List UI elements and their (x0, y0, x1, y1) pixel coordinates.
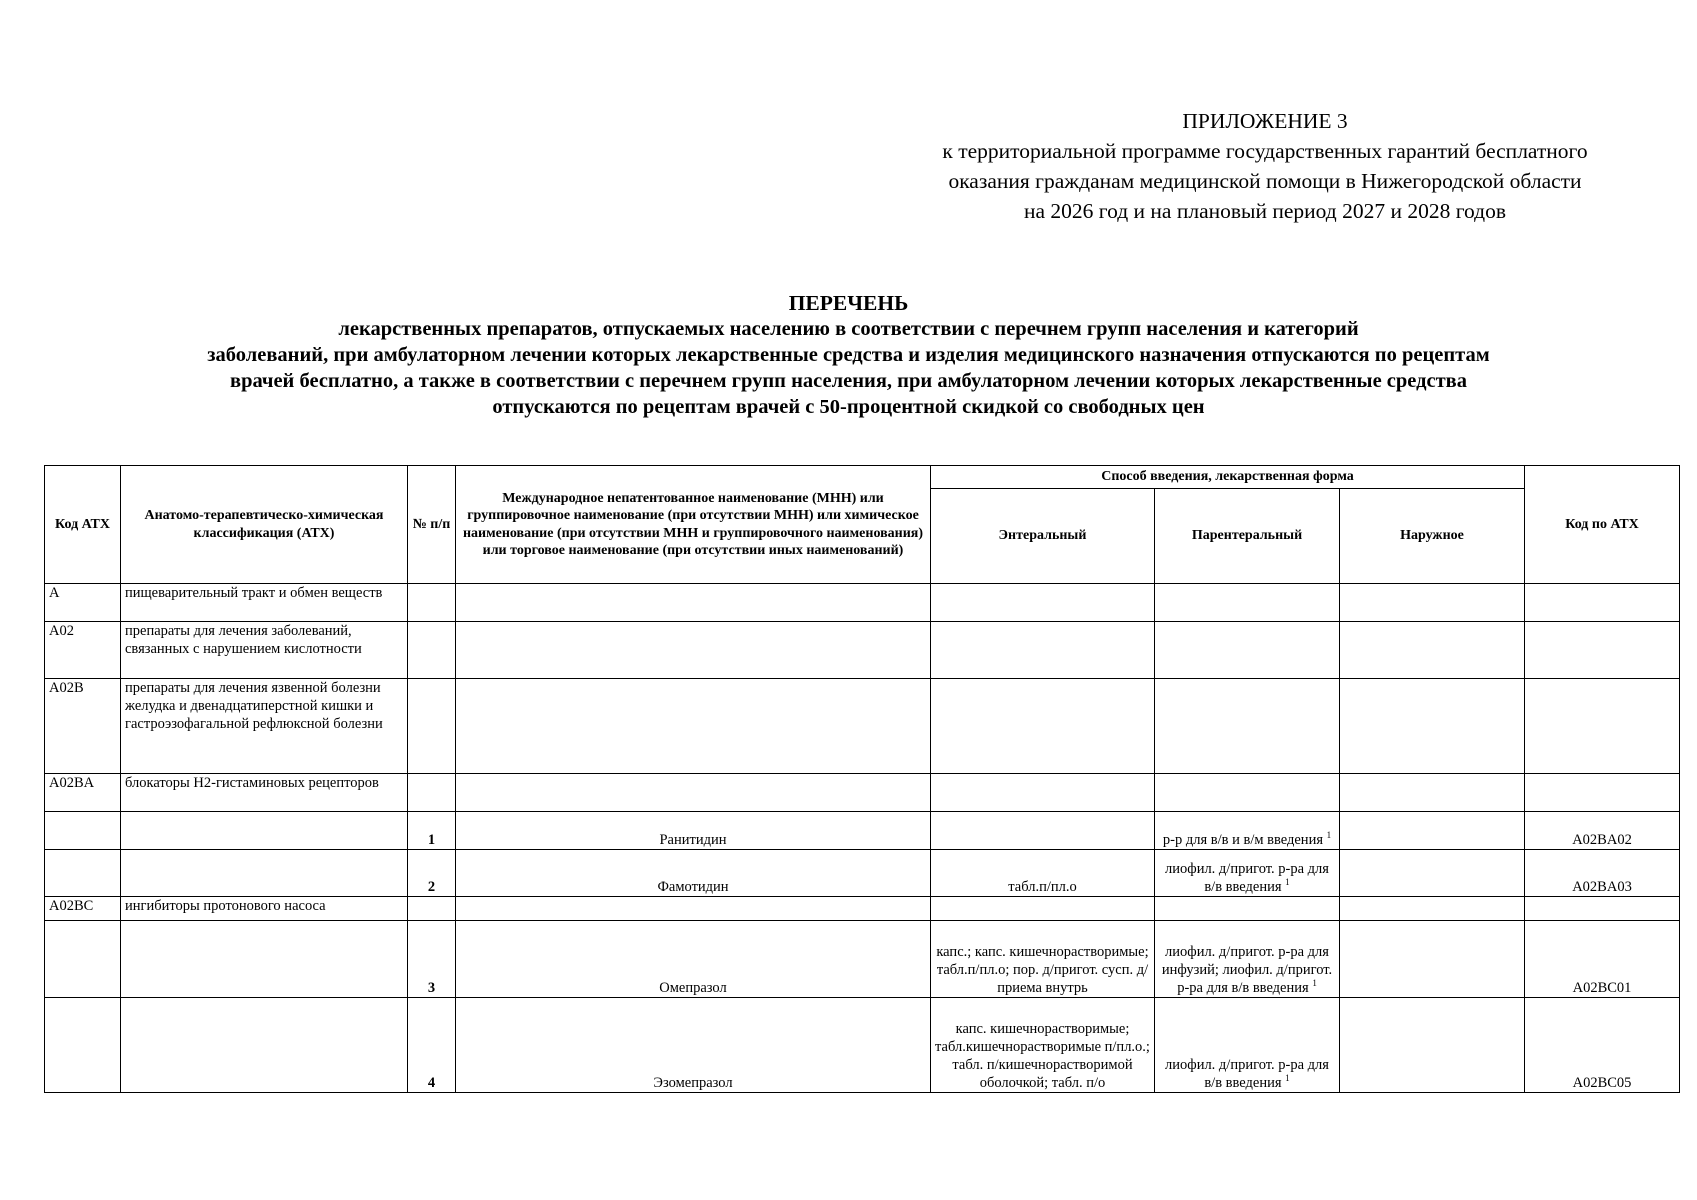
appendix-number: ПРИЛОЖЕНИЕ 3 (1182, 109, 1348, 133)
footnote-mark: 1 (1326, 830, 1332, 841)
cell-parenteral (1155, 850, 1340, 897)
header-route-group: Способ введения, лекарственная форма (931, 466, 1525, 489)
table-row (45, 584, 1680, 622)
cell-classification (121, 998, 408, 1093)
cell-name (456, 584, 931, 622)
title-main: ПЕРЕЧЕНЬ (788, 291, 909, 315)
cell-code (45, 812, 121, 850)
cell-code (45, 774, 121, 812)
cell-atc-code (1525, 812, 1680, 850)
cell-parenteral-text: лиофил. д/пригот. р-ра для инфузий; лиофил. д/пригот. р-ра для в/в введения (1161, 944, 1333, 996)
cell-classification (121, 622, 408, 679)
cell-name (456, 998, 931, 1093)
header-enteral: Энтеральный (931, 489, 1155, 584)
cell-name (456, 622, 931, 679)
cell-code (45, 998, 121, 1093)
cell-number-text: 4 (427, 1075, 436, 1091)
cell-parenteral-text: лиофил. д/пригот. р-ра для в/в введения (1165, 1057, 1329, 1091)
cell-name (456, 850, 931, 897)
cell-external (1340, 897, 1525, 921)
cell-name-text: Омепразол (659, 980, 727, 996)
header-classification: Анатомо-терапевтическо-химическая классификация (АТХ) (121, 466, 408, 584)
cell-number (408, 850, 456, 897)
cell-enteral (931, 622, 1155, 679)
table-row (45, 897, 1680, 921)
cell-name-text: Эзомепразол (653, 1075, 733, 1091)
cell-code (45, 897, 121, 921)
cell-number (408, 998, 456, 1093)
table-row (45, 921, 1680, 998)
cell-atc-code (1525, 850, 1680, 897)
cell-code (45, 921, 121, 998)
cell-atc-code (1525, 622, 1680, 679)
title-line-2: заболеваний, при амбулаторном лечении которых лекарственные средства и изделия медицинского назначения отпускаются по рецептам (207, 344, 1490, 366)
cell-code-text: A02B (49, 680, 84, 696)
cell-external (1340, 679, 1525, 774)
cell-number-text: 3 (427, 980, 436, 996)
table-row (45, 679, 1680, 774)
cell-classification (121, 921, 408, 998)
cell-enteral (931, 998, 1155, 1093)
drug-list-table (44, 465, 1680, 1093)
appendix-line-3: на 2026 год и на плановый период 2027 и 2028 годов (1024, 199, 1506, 223)
cell-enteral (931, 584, 1155, 622)
cell-external (1340, 850, 1525, 897)
appendix-line-1: к территориальной программе государственных гарантий бесплатного (942, 139, 1588, 163)
cell-atc-code-text: A02BC05 (1572, 1075, 1632, 1091)
cell-number (408, 679, 456, 774)
title-line-1: лекарственных препаратов, отпускаемых населению в соответствии с перечнем групп населения и категорий (338, 318, 1359, 340)
table-row (45, 774, 1680, 812)
table-row (45, 850, 1680, 897)
header-external: Наружное (1340, 489, 1525, 584)
title-line-4: отпускаются по рецептам врачей с 50-процентной скидкой со свободных цен (492, 396, 1205, 418)
cell-enteral-text: капс.; капс. кишечнорастворимые; табл.п/пл.о; пор. д/пригот. сусп. д/приема внутрь (936, 944, 1149, 996)
cell-number (408, 774, 456, 812)
cell-classification (121, 812, 408, 850)
cell-atc-code (1525, 998, 1680, 1093)
appendix-header (905, 106, 1625, 226)
cell-classification (121, 897, 408, 921)
cell-external (1340, 584, 1525, 622)
appendix-line-2: оказания гражданам медицинской помощи в Нижегородской области (948, 169, 1582, 193)
cell-enteral (931, 921, 1155, 998)
cell-parenteral (1155, 679, 1340, 774)
cell-atc-code-text: A02BA03 (1572, 879, 1632, 895)
header-atc-code: Код по АТХ (1525, 466, 1680, 584)
table-row (45, 812, 1680, 850)
cell-name (456, 812, 931, 850)
cell-classification (121, 679, 408, 774)
footnote-mark: 1 (1285, 877, 1290, 888)
cell-enteral-text: капс. кишечнорастворимые; табл.кишечнорастворимые п/пл.о.; табл. п/кишечнорастворимой оболочкой; табл. п/о (935, 1021, 1150, 1091)
cell-code-text: A (49, 585, 60, 601)
cell-classification-text: блокаторы H2-гистаминовых рецепторов (125, 775, 379, 791)
cell-name-text: Фамотидин (657, 879, 729, 895)
cell-number (408, 812, 456, 850)
cell-name (456, 774, 931, 812)
cell-enteral (931, 850, 1155, 897)
cell-atc-code-text: A02BA02 (1572, 832, 1632, 848)
cell-name (456, 897, 931, 921)
cell-code-text: A02 (49, 623, 74, 639)
cell-external (1340, 998, 1525, 1093)
cell-number-text: 1 (427, 832, 436, 848)
cell-parenteral-text: лиофил. д/пригот. р-ра для в/в введения (1165, 861, 1329, 895)
document-title (100, 290, 1597, 420)
cell-classification-text: препараты для лечения язвенной болезни желудка и двенадцатиперстной кишки и гастроэзофагальной рефлюксной болезни (125, 680, 383, 732)
cell-name (456, 921, 931, 998)
cell-enteral (931, 774, 1155, 812)
cell-classification (121, 774, 408, 812)
cell-external (1340, 812, 1525, 850)
table-row (45, 622, 1680, 679)
footnote-mark: 1 (1285, 1073, 1290, 1084)
cell-classification-text: пищеварительный тракт и обмен веществ (125, 585, 383, 601)
header-name: Международное непатентованное наименование (МНН) или группировочное наименование (при отсутствии МНН) или химическое наименование (при отсутствии МНН и группировочного наименования) или торговое наименование (при отсутствии иных наименований) (456, 466, 931, 584)
header-code: Код АТХ (45, 466, 121, 584)
cell-classification (121, 850, 408, 897)
cell-code-text: A02BA (49, 775, 95, 791)
cell-parenteral (1155, 921, 1340, 998)
cell-parenteral-text: р-р для в/в и в/м введения (1162, 832, 1323, 848)
cell-external (1340, 622, 1525, 679)
header-number: № п/п (408, 466, 456, 584)
cell-parenteral (1155, 584, 1340, 622)
cell-number (408, 622, 456, 679)
cell-number (408, 584, 456, 622)
title-line-3: врачей бесплатно, а также в соответствии с перечнем групп населения, при амбулаторном лечении которых лекарственные средства (230, 370, 1467, 392)
cell-external (1340, 774, 1525, 812)
cell-enteral-text: табл.п/пл.о (1008, 879, 1077, 895)
cell-classification (121, 584, 408, 622)
cell-parenteral (1155, 998, 1340, 1093)
footnote-mark: 1 (1312, 978, 1317, 989)
cell-number (408, 897, 456, 921)
cell-classification-text: препараты для лечения заболеваний, связанных с нарушением кислотности (125, 623, 362, 657)
cell-parenteral (1155, 622, 1340, 679)
cell-code (45, 850, 121, 897)
cell-number (408, 921, 456, 998)
cell-code-text: A02BC (49, 898, 94, 914)
cell-atc-code (1525, 774, 1680, 812)
cell-atc-code (1525, 921, 1680, 998)
cell-atc-code (1525, 584, 1680, 622)
cell-enteral (931, 812, 1155, 850)
cell-enteral (931, 897, 1155, 921)
cell-number-text: 2 (427, 879, 436, 895)
cell-code (45, 622, 121, 679)
table-body (45, 584, 1680, 1093)
cell-parenteral (1155, 897, 1340, 921)
cell-atc-code (1525, 897, 1680, 921)
cell-code (45, 679, 121, 774)
cell-external (1340, 921, 1525, 998)
header-parenteral: Парентеральный (1155, 489, 1340, 584)
table-row (45, 998, 1680, 1093)
cell-classification-text: ингибиторы протонового насоса (125, 898, 326, 914)
cell-name-text: Ранитидин (659, 832, 727, 848)
cell-enteral (931, 679, 1155, 774)
cell-atc-code (1525, 679, 1680, 774)
cell-parenteral (1155, 774, 1340, 812)
cell-code (45, 584, 121, 622)
cell-name (456, 679, 931, 774)
cell-atc-code-text: A02BC01 (1572, 980, 1632, 996)
cell-parenteral (1155, 812, 1340, 850)
